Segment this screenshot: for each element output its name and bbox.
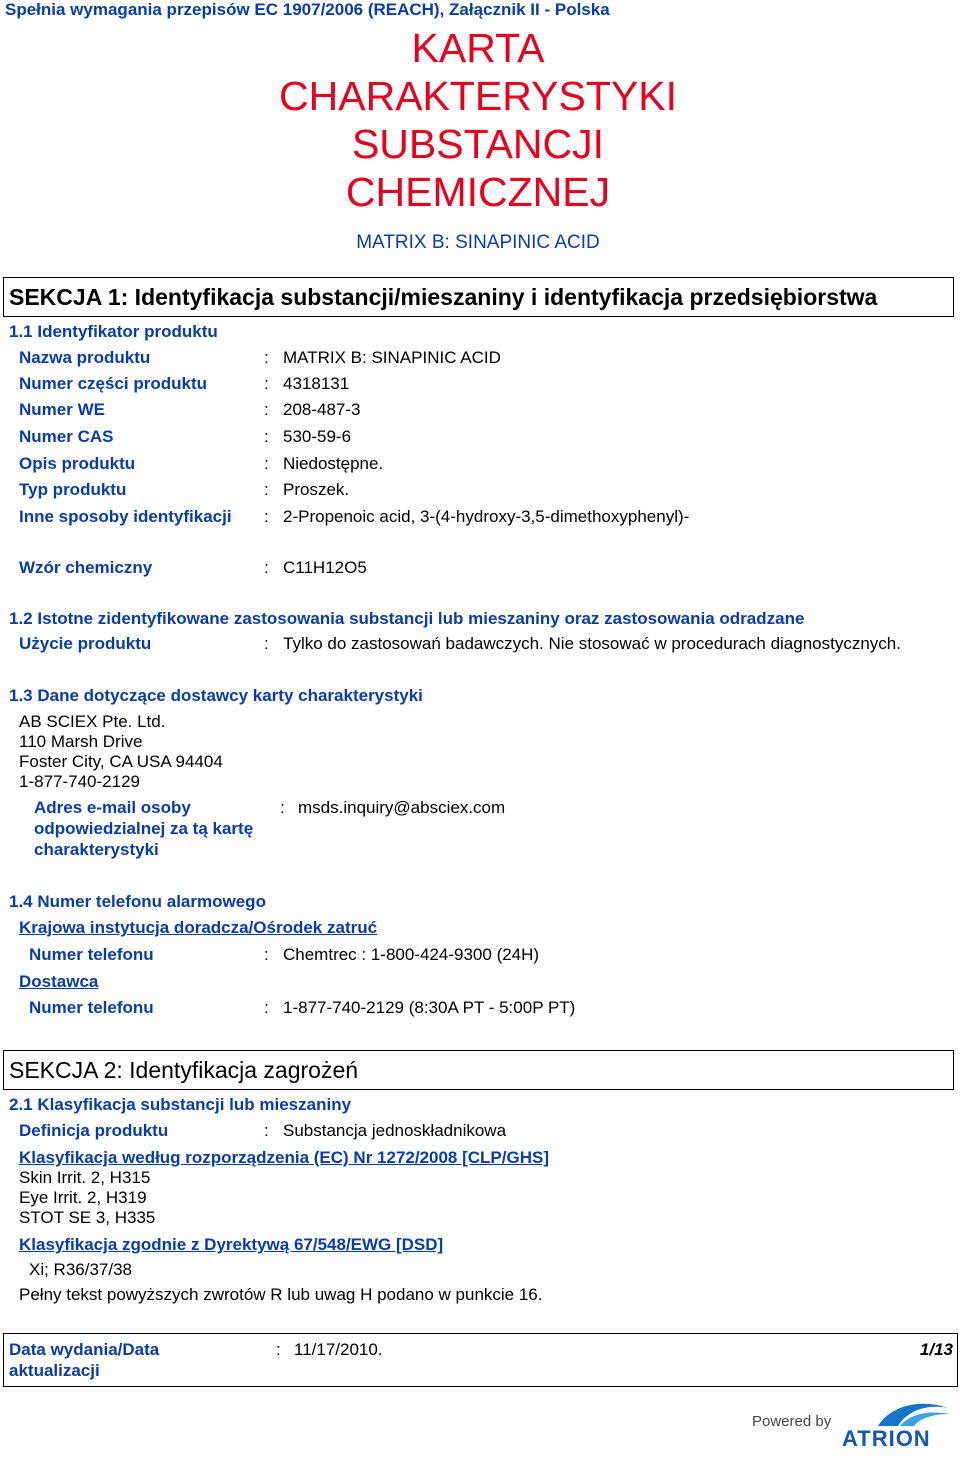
date-label: Data wydania/Data [9, 1340, 160, 1359]
field-value: 4318131 [283, 374, 350, 393]
supplier-heading: Dostawca [19, 972, 99, 991]
powered-by-text: Powered by [752, 1413, 832, 1430]
colon: : [264, 507, 269, 526]
colon: : [264, 1121, 269, 1140]
clp-item: Eye Irrit. 2, H319 [19, 1188, 147, 1207]
field-value: 2-Propenoic acid, 3-(4-hydroxy-3,5-dimethoxyphenyl)- [283, 507, 690, 526]
supplier-line: AB SCIEX Pte. Ltd. [19, 712, 166, 731]
field-label: Nazwa produktu [19, 348, 151, 367]
colon: : [264, 480, 269, 499]
clp-heading: Klasyfikacja według rozporządzenia (EC) Nr 1272/2008 [CLP/GHS] [19, 1148, 549, 1167]
wave-icon [870, 1398, 952, 1428]
subsection-1-4: 1.4 Numer telefonu alarmowego [9, 892, 266, 911]
colon: : [264, 998, 269, 1017]
field-value: MATRIX B: SINAPINIC ACID [283, 348, 501, 367]
clp-item: Skin Irrit. 2, H315 [19, 1168, 151, 1187]
field-value: Niedostępne. [283, 454, 384, 473]
field-label: Numer WE [19, 400, 105, 419]
colon: : [264, 634, 269, 653]
document-title [0, 24, 956, 216]
colon: : [264, 374, 269, 393]
email-label: odpowiedzialnej za tą kartę [34, 819, 254, 838]
supplier-line: Foster City, CA USA 94404 [19, 752, 223, 771]
definition-label: Definicja produktu [19, 1121, 169, 1140]
field-label: Wzór chemiczny [19, 558, 153, 577]
supplier-phone-value: 1-877-740-2129 (8:30A PT - 5:00P PT) [283, 998, 576, 1017]
email-value[interactable]: msds.inquiry@absciex.com [298, 798, 506, 817]
field-label: Numer CAS [19, 427, 114, 446]
page-number: 1/13 [919, 1340, 953, 1359]
email-label: charakterystyki [34, 840, 159, 859]
supplier-line: 1-877-740-2129 [19, 772, 140, 791]
date-label: aktualizacji [9, 1361, 100, 1380]
regulation-note: Spełnia wymagania przepisów EC 1907/2006 (REACH), Załącznik II - Polska [5, 0, 610, 19]
colon: : [264, 945, 269, 964]
section-2-heading: SEKCJA 2: Identyfikacja zagrożeń [3, 1050, 954, 1090]
title-line: KARTA [411, 25, 545, 71]
field-label: Inne sposoby identyfikacji [19, 507, 232, 526]
title-line: CHARAKTERYSTYKI [279, 73, 677, 119]
colon: : [264, 348, 269, 367]
use-value: Tylko do zastosowań badawczych. Nie stosować w procedurach diagnostycznych. [283, 634, 901, 653]
colon: : [264, 558, 269, 577]
dsd-value: Xi; R36/37/38 [29, 1260, 133, 1279]
subsection-1-1: 1.1 Identyfikator produktu [9, 322, 218, 341]
note-text: Pełny tekst powyższych zwrotów R lub uwag H podano w punkcie 16. [19, 1285, 543, 1304]
subsection-2-1: 2.1 Klasyfikacja substancji lub mieszaniny [9, 1095, 352, 1114]
colon: : [264, 454, 269, 473]
field-value: C11H12O5 [283, 558, 367, 577]
product-subtitle: MATRIX B: SINAPINIC ACID [356, 232, 600, 253]
supplier-line: 110 Marsh Drive [19, 732, 143, 751]
colon: : [264, 427, 269, 446]
national-center-heading: Krajowa instytucja doradcza/Ośrodek zatruć [19, 918, 378, 937]
email-label: Adres e-mail osoby [34, 798, 191, 817]
colon: : [280, 798, 285, 817]
date-value: 11/17/2010. [294, 1340, 383, 1359]
field-value: Proszek. [283, 480, 350, 499]
clp-item: STOT SE 3, H335 [19, 1208, 156, 1227]
footer-box [3, 1333, 958, 1387]
subsection-1-3: 1.3 Dane dotyczące dostawcy karty charakterystyki [9, 686, 423, 705]
title-line: CHEMICZNEJ [345, 169, 611, 215]
phone-label: Numer telefonu [29, 945, 154, 964]
definition-value: Substancja jednoskładnikowa [283, 1121, 507, 1140]
national-phone-value: Chemtrec : 1-800-424-9300 (24H) [283, 945, 540, 964]
subsection-1-2: 1.2 Istotne zidentyfikowane zastosowania substancji lub mieszaniny oraz zastosowania odradzane [9, 609, 805, 628]
colon: : [276, 1340, 281, 1359]
colon: : [264, 400, 269, 419]
phone-label: Numer telefonu [29, 998, 154, 1017]
field-value: 530-59-6 [283, 427, 352, 446]
dsd-heading: Klasyfikacja zgodnie z Dyrektywą 67/548/EWG [DSD] [19, 1235, 444, 1254]
field-label: Opis produktu [19, 454, 136, 473]
field-value: 208-487-3 [283, 400, 361, 419]
brand-text: ATRION [842, 1426, 931, 1451]
atrion-logo [752, 1398, 958, 1453]
use-label: Użycie produktu [19, 634, 152, 653]
field-label: Typ produktu [19, 480, 127, 499]
title-line: SUBSTANCJI [351, 121, 605, 167]
section-1-heading: SEKCJA 1: Identyfikacja substancji/mieszaniny i identyfikacja przedsiębiorstwa [3, 277, 954, 317]
field-label: Numer części produktu [19, 374, 207, 393]
